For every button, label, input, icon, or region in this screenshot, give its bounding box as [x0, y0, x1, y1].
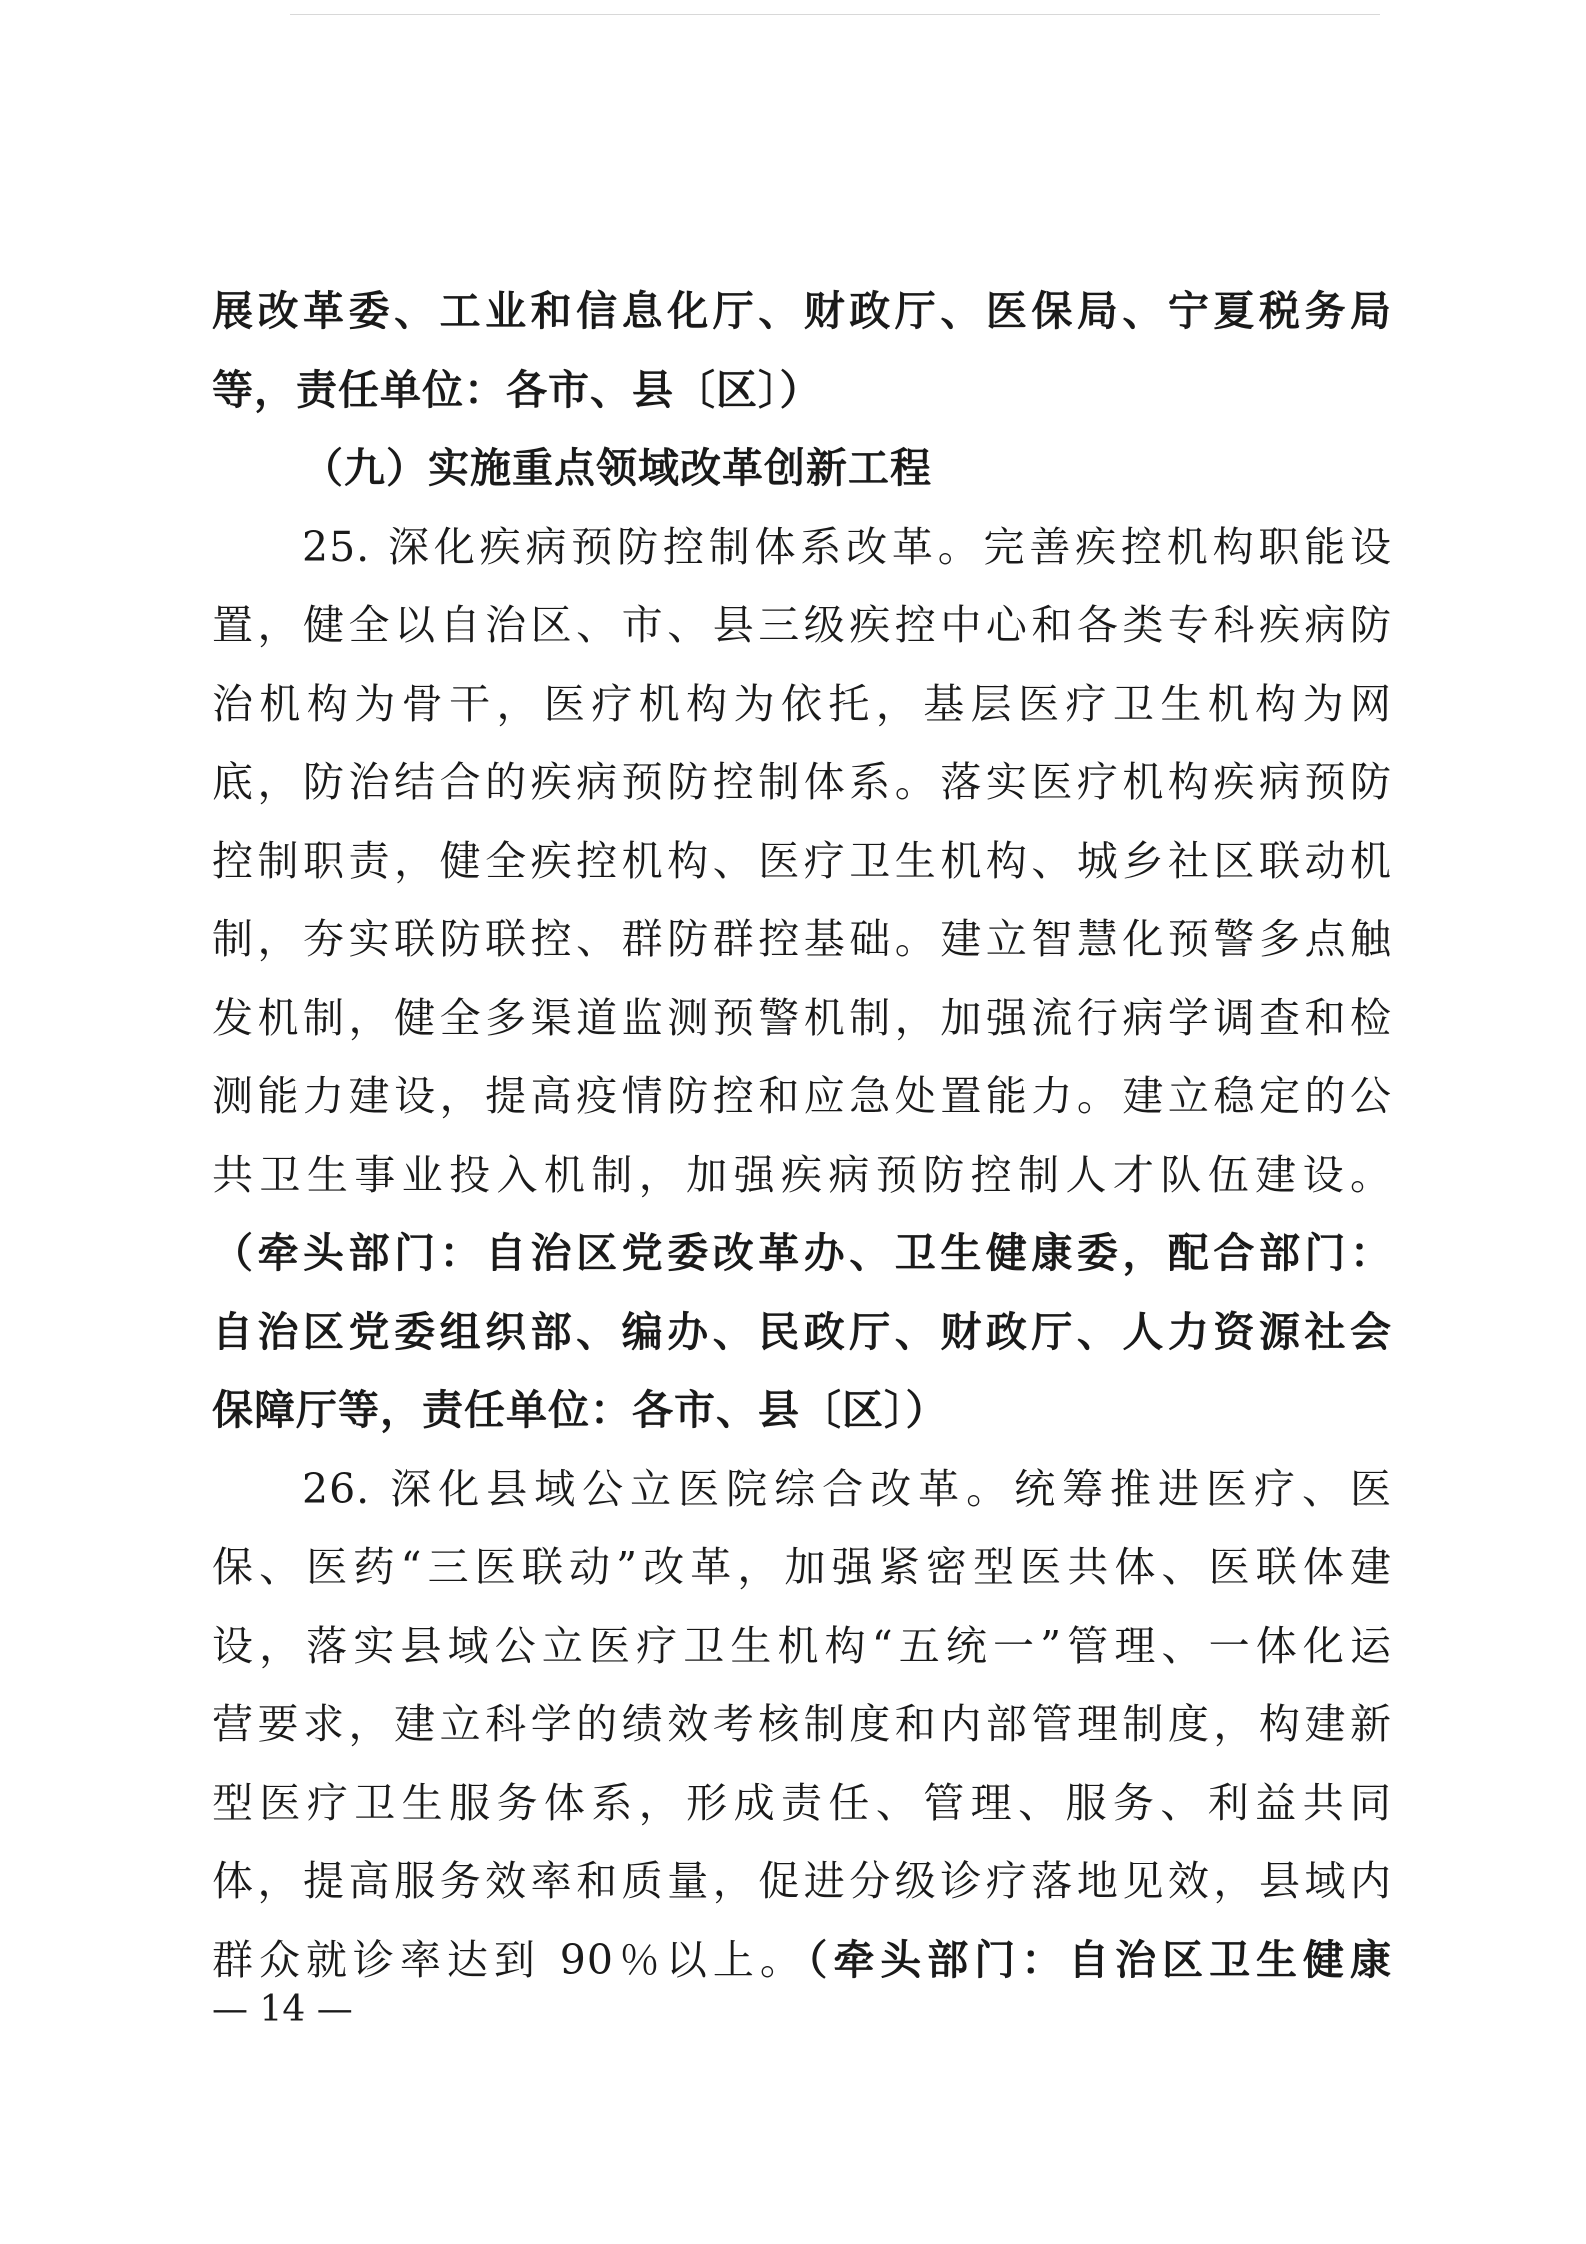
- text-line: 治机构为骨干，医疗机构为依托，基层医疗卫生机构为网: [212, 679, 1392, 728]
- text-line: 展改革委、工业和信息化厅、财政厅、医保局、宁夏税务局: [212, 287, 1392, 335]
- text-line: 控制职责，健全疾控机构、医疗卫生机构、城乡社区联动机: [212, 836, 1392, 885]
- text-line: 型医疗卫生服务体系，形成责任、管理、服务、利益共同: [212, 1778, 1392, 1827]
- text-line: 营要求，建立科学的绩效考核制度和内部管理制度，构建新: [212, 1700, 1392, 1748]
- plain-segment: 群众就诊率达到 90％以上。: [212, 1935, 807, 1984]
- responsibility-line: （牵头部门：自治区党委改革办、卫生健康委，配合部门：: [212, 1229, 1392, 1277]
- responsibility-line: 自治区党委组织部、编办、民政厅、财政厅、人力资源社会: [212, 1307, 1392, 1356]
- text-line: 保、医药“三医联动”改革，加强紧密型医共体、医联体建: [212, 1543, 1392, 1591]
- document-body: [212, 272, 1392, 1999]
- section-heading: （九）实施重点领域改革创新工程: [302, 444, 932, 492]
- top-scan-rule: [290, 14, 1380, 15]
- bold-segment: （牵头部门：自治区卫生健康: [806, 1935, 1393, 1984]
- text-line: 制，夯实联防联控、群防群控基础。建立智慧化预警多点触: [212, 915, 1392, 963]
- text-line: 设，落实县域公立医疗卫生机构“五统一”管理、一体化运: [212, 1621, 1392, 1670]
- page-number: — 14 —: [212, 1989, 353, 2030]
- text-line: 置，健全以自治区、市、县三级疾控中心和各类专科疾病防: [212, 601, 1392, 649]
- text-line-mixed: [212, 1921, 1392, 2000]
- text-line: 等，责任单位：各市、县〔区〕）: [212, 365, 822, 414]
- paragraph-start-26: 26. 深化县域公立医院综合改革。统筹推进医疗、医: [302, 1464, 1392, 1513]
- text-line: 发机制，健全多渠道监测预警机制，加强流行病学调查和检: [212, 993, 1392, 1042]
- text-line: 底，防治结合的疾病预防控制体系。落实医疗机构疾病预防: [212, 758, 1392, 806]
- text-line: 共卫生事业投入机制，加强疾病预防控制人才队伍建设。: [212, 1150, 1392, 1199]
- text-line: 体，提高服务效率和质量，促进分级诊疗落地见效，县域内: [212, 1857, 1392, 1905]
- responsibility-line: 保障厅等，责任单位：各市、县〔区〕）: [212, 1386, 948, 1434]
- text-line: 测能力建设，提高疫情防控和应急处置能力。建立稳定的公: [212, 1072, 1392, 1120]
- paragraph-start-25: 25. 深化疾病预防控制体系改革。完善疾控机构职能设: [302, 522, 1392, 571]
